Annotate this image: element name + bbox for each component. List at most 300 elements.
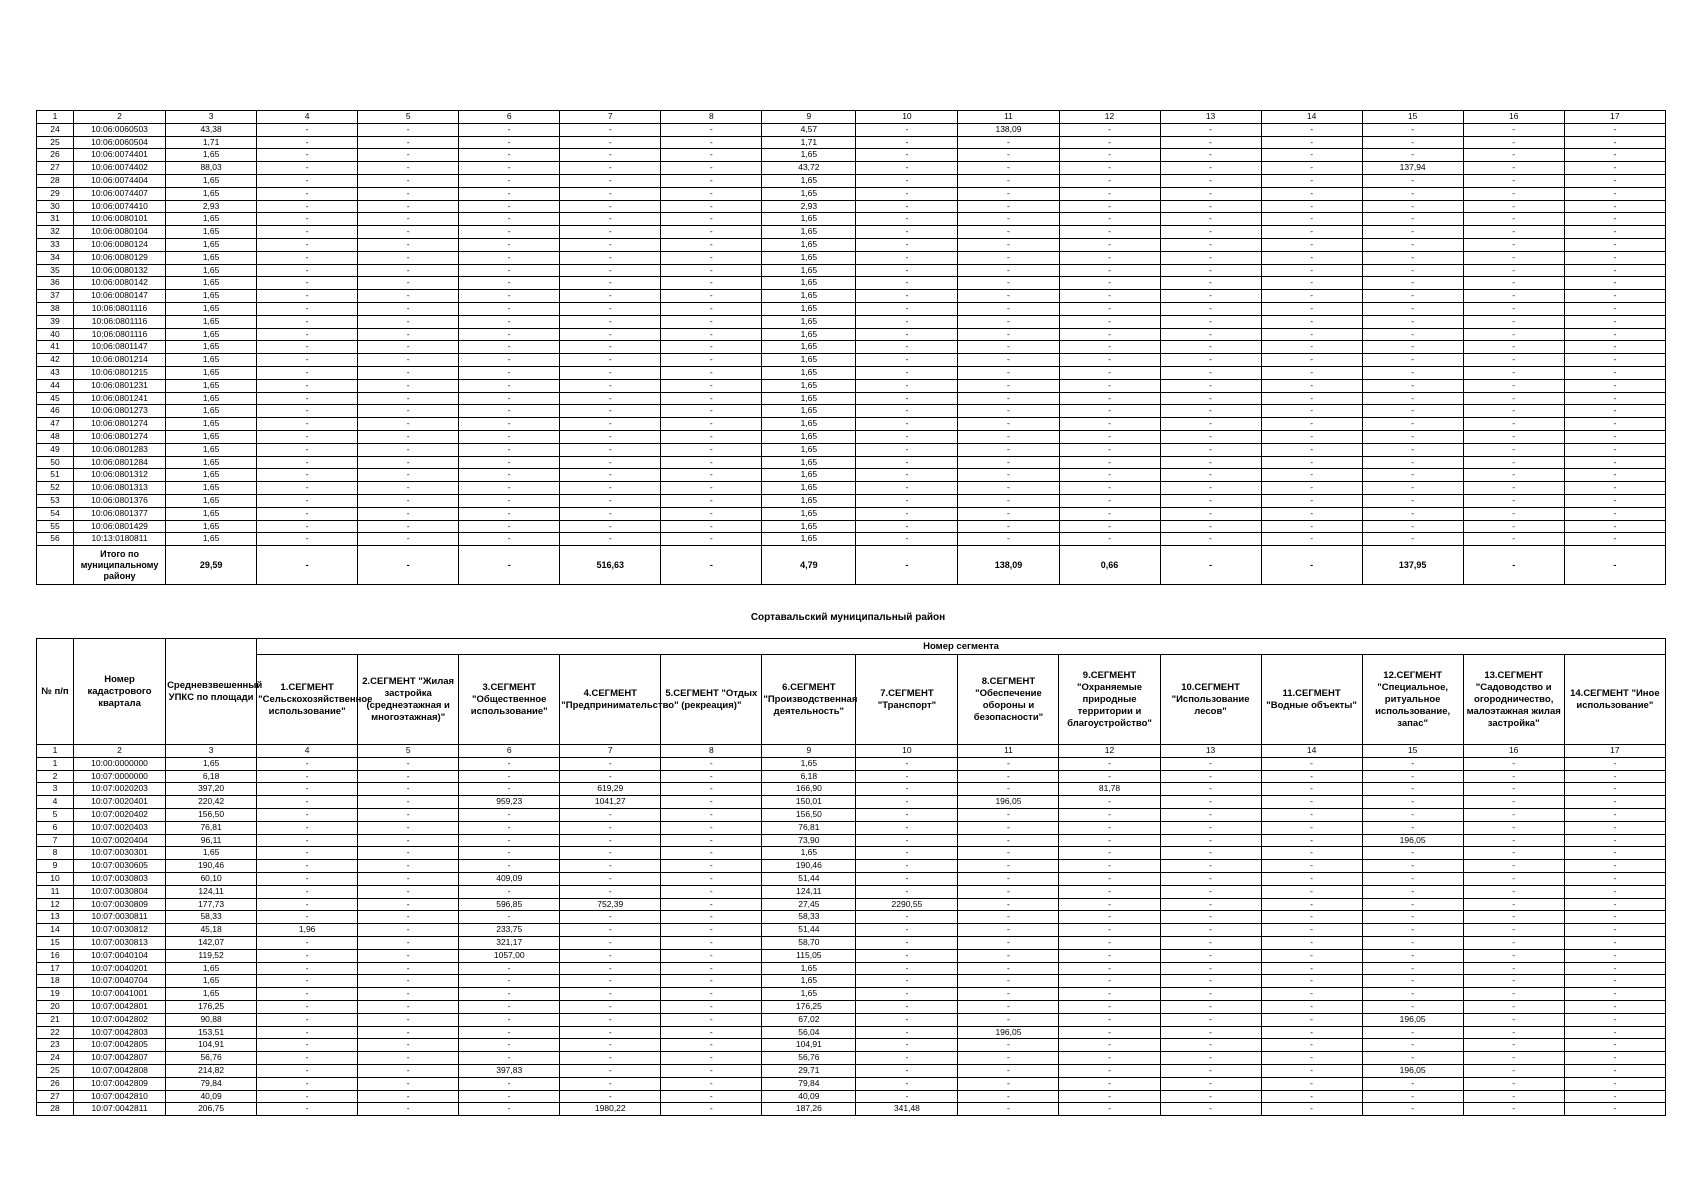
table-cell: - [856,315,958,328]
table-cell: - [1059,456,1160,469]
column-number: 14 [1261,111,1362,124]
table-cell: - [1362,1026,1463,1039]
table-cell: 196,05 [1362,834,1463,847]
table-cell: - [958,936,1059,949]
table-row [37,149,1666,162]
total-value: 137,95 [1362,546,1463,585]
table-cell: - [1362,885,1463,898]
table-cell: - [1160,898,1261,911]
table-cell: 60,10 [166,872,257,885]
table-cell: - [1362,1052,1463,1065]
table-cell: 1,65 [166,213,257,226]
table-cell: - [1463,872,1564,885]
table-cell: - [560,251,661,264]
table-cell: - [560,123,661,136]
table-cell: - [257,315,358,328]
table-cell: - [1564,123,1665,136]
table-cell: - [1261,277,1362,290]
table-cell: - [856,405,958,418]
table-cell: 1,65 [166,187,257,200]
table-cell: - [1463,302,1564,315]
table-cell: - [856,783,958,796]
table-cell: - [257,1026,358,1039]
table-cell: - [1463,251,1564,264]
table-cell: 10:06:0074404 [74,174,166,187]
table-cell: - [1463,757,1564,770]
table-cell: - [856,430,958,443]
table-cell: 10:06:0080129 [74,251,166,264]
table-cell: - [1463,354,1564,367]
table-cell: - [560,430,661,443]
table-cell: 10:07:0020403 [74,821,166,834]
table-cell: - [1059,136,1160,149]
table-cell: - [459,821,560,834]
table-cell: - [856,520,958,533]
table-cell: - [1261,264,1362,277]
table-cell: - [560,290,661,303]
table-cell: 959,23 [459,796,560,809]
table-cell: - [1362,405,1463,418]
table-cell: - [459,149,560,162]
table-cell: 25 [37,136,74,149]
table-cell: 10:06:0060504 [74,136,166,149]
table-cell: - [1362,366,1463,379]
table-cell: 10:06:0801312 [74,469,166,482]
table-cell: - [358,482,459,495]
table-cell: 10:07:0042802 [74,1013,166,1026]
table-cell: 1,65 [166,443,257,456]
table-cell: - [1463,482,1564,495]
table-cell: 16 [37,949,74,962]
table-cell: - [1059,418,1160,431]
table-cell: 5 [37,808,74,821]
table-cell: - [560,757,661,770]
table-cell: 2,93 [762,200,856,213]
table-cell: - [958,988,1059,1001]
table-cell: 54 [37,507,74,520]
table-cell: 119,52 [166,949,257,962]
column-number: 13 [1160,111,1261,124]
segment-header-12: 12.СЕГМЕНТ "Специальное, ритуальное использование, запас" [1362,655,1463,745]
table-row [37,251,1666,264]
column-number: 10 [856,745,958,758]
table-cell: - [1261,341,1362,354]
cadastral-table-continued [36,110,1666,585]
table-cell: - [958,770,1059,783]
table-cell: - [358,520,459,533]
table-cell: - [856,392,958,405]
table-cell: 41 [37,341,74,354]
table-cell: - [459,315,560,328]
table-cell: - [856,770,958,783]
column-number: 5 [358,745,459,758]
table-cell: 79,84 [762,1077,856,1090]
table-cell: - [459,213,560,226]
table-cell: - [560,469,661,482]
table-cell: - [661,341,762,354]
table-row [37,162,1666,175]
table-cell: - [958,456,1059,469]
table-cell: 10:06:0080132 [74,264,166,277]
table-cell: - [1261,1064,1362,1077]
table-cell: - [1059,834,1160,847]
table-cell: - [958,226,1059,239]
table-cell: - [459,277,560,290]
table-cell: - [1362,238,1463,251]
table-cell: - [1261,174,1362,187]
table-cell: - [958,392,1059,405]
column-number: 16 [1463,745,1564,758]
table-cell: - [958,1039,1059,1052]
table-cell: 1,65 [166,405,257,418]
table-row [37,936,1666,949]
column-number: 16 [1463,111,1564,124]
table-cell: - [1463,238,1564,251]
table-cell: 115,05 [762,949,856,962]
table-cell: - [1463,430,1564,443]
table-cell: - [1564,949,1665,962]
table-cell: - [1261,1039,1362,1052]
table-cell: - [1362,149,1463,162]
table-cell: - [257,533,358,546]
table-cell: - [661,821,762,834]
table-cell: - [560,149,661,162]
table-cell: - [358,936,459,949]
table-cell: - [1463,847,1564,860]
table-cell: - [1564,1000,1665,1013]
table-cell: 10:07:0040201 [74,962,166,975]
table-cell: - [358,456,459,469]
table-cell: 10:06:0801429 [74,520,166,533]
table-cell: - [856,264,958,277]
table-cell: - [1261,860,1362,873]
table-cell: - [661,482,762,495]
table-cell: 27 [37,162,74,175]
table-cell: - [459,238,560,251]
table-cell: - [1160,174,1261,187]
table-cell: - [1463,174,1564,187]
table-cell: - [358,226,459,239]
table-cell: - [1160,860,1261,873]
column-number: 3 [166,111,257,124]
table-cell: - [1463,1026,1564,1039]
table-cell: 18 [37,975,74,988]
table-cell: - [856,507,958,520]
table-row [37,264,1666,277]
table-cell: - [1463,924,1564,937]
table-cell: - [1362,379,1463,392]
table-cell: - [1160,469,1261,482]
table-cell: 1,71 [762,136,856,149]
table-cell: - [856,200,958,213]
table-cell: - [958,1077,1059,1090]
table-cell: - [1564,757,1665,770]
table-cell: 1,65 [166,226,257,239]
table-cell: - [661,251,762,264]
table-cell: - [257,949,358,962]
table-cell: - [1261,796,1362,809]
table-cell: 409,09 [459,872,560,885]
table-cell: - [459,366,560,379]
table-cell: - [257,783,358,796]
table-cell: - [358,1103,459,1116]
table-cell: - [459,1039,560,1052]
table-row [37,975,1666,988]
table-row [37,328,1666,341]
table-cell: 1,65 [762,533,856,546]
table-cell: - [856,187,958,200]
table-cell: - [1160,507,1261,520]
table-cell: 1,65 [166,277,257,290]
table-cell: - [958,187,1059,200]
table-cell: 1,65 [762,520,856,533]
total-value: 4,79 [762,546,856,585]
table-cell: 26 [37,1077,74,1090]
table-cell: - [560,162,661,175]
table-cell: - [1160,911,1261,924]
table-cell: 1,65 [762,174,856,187]
table-cell: - [459,264,560,277]
table-cell: 2,93 [166,200,257,213]
table-cell: - [257,366,358,379]
table-cell: 10:06:0801241 [74,392,166,405]
table-cell: - [1059,757,1160,770]
table-cell: - [1564,834,1665,847]
table-cell: 10:06:0080101 [74,213,166,226]
table-cell: 15 [37,936,74,949]
table-cell: - [1059,847,1160,860]
table-cell: - [1059,1052,1160,1065]
table-cell: - [1463,328,1564,341]
table-cell: 43 [37,366,74,379]
table-cell: - [1564,136,1665,149]
table-cell: - [661,430,762,443]
table-cell: - [560,507,661,520]
table-cell: 32 [37,226,74,239]
table-cell: - [459,962,560,975]
table-cell: 1,65 [762,847,856,860]
table-cell: - [358,872,459,885]
table-cell: - [358,860,459,873]
table-cell: - [459,162,560,175]
table-cell: - [958,405,1059,418]
table-cell: - [1261,136,1362,149]
table-cell: - [1059,1000,1160,1013]
table-cell: - [856,366,958,379]
table-cell: - [856,443,958,456]
table-cell: - [459,757,560,770]
table-cell: - [560,379,661,392]
table-cell: - [856,885,958,898]
table-cell: - [257,456,358,469]
table-row [37,911,1666,924]
table-cell: - [1362,1077,1463,1090]
table-cell: - [257,418,358,431]
table-cell: - [661,174,762,187]
table-cell: 596,85 [459,898,560,911]
table-cell: - [958,924,1059,937]
table-cell: - [1463,1013,1564,1026]
table-cell: - [257,885,358,898]
table-cell: 1,65 [166,482,257,495]
table-cell: - [661,808,762,821]
table-row [37,1026,1666,1039]
table-cell: - [257,962,358,975]
table-cell: 4 [37,796,74,809]
table-cell: - [1362,860,1463,873]
table-cell: - [560,1000,661,1013]
table-cell: - [1564,251,1665,264]
table-cell: - [661,847,762,860]
table-row [37,213,1666,226]
table-cell: - [1463,507,1564,520]
table-cell: - [661,469,762,482]
table-cell: - [856,174,958,187]
table-cell: - [1362,469,1463,482]
table-cell: 1,65 [762,226,856,239]
table-cell: - [358,418,459,431]
table-cell: 1,65 [762,238,856,251]
table-row [37,392,1666,405]
table-cell: - [1564,520,1665,533]
table-cell: - [358,949,459,962]
table-cell: 10:06:0801283 [74,443,166,456]
column-number: 2 [74,111,166,124]
table-cell: - [1261,1013,1362,1026]
table-cell: 156,50 [166,808,257,821]
table-cell: - [958,872,1059,885]
table-cell: - [560,975,661,988]
table-cell: - [1059,949,1160,962]
table-cell: - [1564,315,1665,328]
table-cell: 1041,27 [560,796,661,809]
table-cell: - [1059,975,1160,988]
table-cell: - [257,860,358,873]
table-cell: - [1059,443,1160,456]
table-cell: - [1261,123,1362,136]
table-cell: 37 [37,290,74,303]
table-cell: 67,02 [762,1013,856,1026]
table-cell: - [1362,494,1463,507]
table-cell: 196,05 [1362,1013,1463,1026]
table-cell: - [856,860,958,873]
table-cell: - [1362,808,1463,821]
table-cell: - [1261,808,1362,821]
table-cell: 1,65 [166,392,257,405]
table-cell: 10:06:0801274 [74,418,166,431]
table-cell: - [1059,405,1160,418]
table-cell: - [358,924,459,937]
table-cell: - [1261,949,1362,962]
table-cell: - [257,162,358,175]
table-cell: - [958,1103,1059,1116]
table-cell: 10:07:0020404 [74,834,166,847]
table-cell: 138,09 [958,123,1059,136]
table-cell: - [257,149,358,162]
table-cell: - [1463,936,1564,949]
column-number: 15 [1362,111,1463,124]
table-cell: 21 [37,1013,74,1026]
table-cell: - [560,366,661,379]
column-number: 13 [1160,745,1261,758]
segment-header-9: 9.СЕГМЕНТ "Охраняемые природные территории и благоустройство" [1059,655,1160,745]
table-cell: - [560,213,661,226]
table-cell: - [1160,1039,1261,1052]
table-cell: - [560,405,661,418]
table-cell: - [257,277,358,290]
column-number-row [37,745,1666,758]
table-cell: - [1564,847,1665,860]
table-cell: - [1463,226,1564,239]
table-cell: - [1261,821,1362,834]
table-cell: 48 [37,430,74,443]
table-cell: - [661,187,762,200]
table-cell: - [1160,149,1261,162]
table-cell: - [257,174,358,187]
total-label: Итого по муниципальному району [74,546,166,585]
table-cell: - [958,277,1059,290]
table-cell: 28 [37,174,74,187]
table-cell: - [1463,290,1564,303]
table-cell: - [358,507,459,520]
table-cell: - [560,328,661,341]
table-cell: - [1463,821,1564,834]
table-cell: 1,65 [166,757,257,770]
table-cell: 176,25 [762,1000,856,1013]
table-cell: - [1463,1103,1564,1116]
table-cell: - [257,226,358,239]
table-cell: 26 [37,149,74,162]
table-cell: 36 [37,277,74,290]
table-cell: - [1160,354,1261,367]
total-value: - [661,546,762,585]
total-value: - [1564,546,1665,585]
table-cell: - [358,328,459,341]
table-cell: 10:06:0801231 [74,379,166,392]
table-cell: - [1160,341,1261,354]
table-cell: - [560,456,661,469]
column-number: 17 [1564,111,1665,124]
table-cell: - [1463,149,1564,162]
table-cell: - [560,533,661,546]
table-cell: - [856,962,958,975]
table-cell: - [1059,430,1160,443]
table-cell: - [1160,1052,1261,1065]
table-cell: 1,65 [166,290,257,303]
segment-header-4: 4.СЕГМЕНТ "Предпринимательство" [560,655,661,745]
table-cell: - [661,277,762,290]
table-cell: - [661,264,762,277]
table-cell: 10:07:0020402 [74,808,166,821]
table-cell: 10:07:0042808 [74,1064,166,1077]
table-cell: 10:07:0030301 [74,847,166,860]
cadastral-table-sortavala [36,638,1666,1116]
table-cell: 1,65 [762,405,856,418]
table-cell: - [856,290,958,303]
table-cell: - [1463,213,1564,226]
table-cell: - [856,808,958,821]
table-cell: 1,65 [762,290,856,303]
table-cell: - [358,443,459,456]
table-cell: 55 [37,520,74,533]
table-cell: - [459,341,560,354]
table-cell: - [1160,770,1261,783]
table-cell: 20 [37,1000,74,1013]
table-cell: - [560,1026,661,1039]
table-cell: - [560,949,661,962]
table-cell: - [1160,277,1261,290]
table-cell: - [358,885,459,898]
